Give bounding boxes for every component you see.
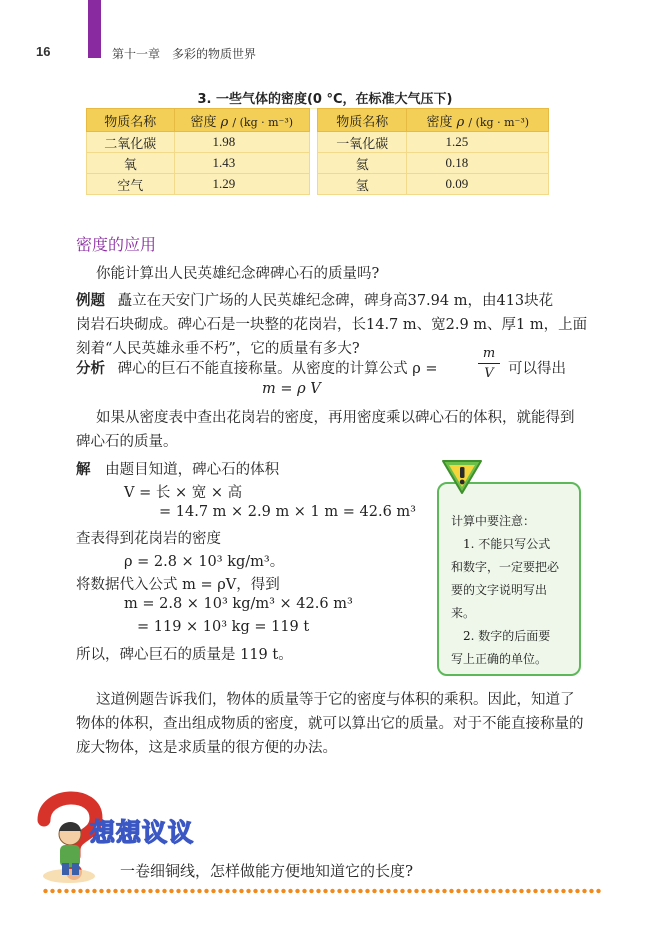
table-cell: 空气 [87,174,175,195]
note-line: 计算中要注意： [451,514,536,528]
table-header-row [87,109,549,132]
column-separator [310,153,318,174]
note-line: 2. 数字的后面要 [463,629,551,643]
table-cell: 氧 [87,153,175,174]
solution-line-6: 将数据代入公式 m = ρV，得到 [76,577,280,593]
paragraph-line-1: 如果从密度表中查出花岗岩的密度，再用密度乘以碑心石的体积，就能得到 [96,410,575,426]
table-title: 3. 一些气体的密度(0 °C，在标准大气压下) [197,92,453,107]
fraction-bar [478,363,500,364]
note-line: 和数字，一定要把必 [451,560,560,574]
header-color-bar [88,0,101,58]
density-fraction [478,346,500,381]
solution-line-4: 查表得到花岗岩的密度 [76,531,221,547]
think-question: 一卷细铜线，怎样做能方便地知道它的长度? [120,862,414,880]
solution-line-8: = 119 × 10³ kg = 119 t [137,619,310,635]
dotted-divider [42,888,602,894]
table-cell: 氦 [317,153,407,174]
note-line: 要的文字说明写出 [451,583,548,597]
density-label: 密度 [426,114,453,130]
header-name-left: 物质名称 [87,109,175,132]
table-cell: 1.25 [407,132,549,153]
conclusion-line-1: 这道例题告诉我们，物体的质量等于它的密度与体积的乘积。因此，知道了 [96,692,575,708]
rho-symbol: ρ [220,114,229,130]
section-title: 密度的应用 [76,235,157,254]
column-separator [310,132,318,153]
table-cell: 二氧化碳 [87,132,175,153]
table-cell: 0.09 [407,174,549,195]
density-label: 密度 [190,114,217,130]
table-cell: 1.98 [174,132,310,153]
note-line: 写上正确的单位。 [451,652,548,666]
analysis-suffix: 可以得出 [508,361,566,377]
solution-line-2: V = 长 × 宽 × 高 [124,485,243,501]
example-line-1 [76,289,553,310]
header-density-left [174,109,310,132]
table-row [87,153,549,174]
paragraph-line-2: 碑心石的质量。 [76,434,178,450]
example-text: 矗立在天安门广场的人民英雄纪念碑，碑身高37.94 m，由413块花 [117,293,554,309]
fraction-denominator: V [484,366,494,381]
table-row [87,132,549,153]
header-density-right [407,109,549,132]
fraction-numerator: m [482,346,496,361]
formula-m: m = ρ V [262,381,321,397]
analysis-label: 分析 [76,361,105,377]
column-separator [310,174,318,195]
example-label: 例题 [76,293,105,309]
note-line: 1. 不能只写公式 [463,537,551,551]
note-line: 来。 [451,606,476,620]
solution-line-1 [76,458,279,479]
table-row [87,174,549,195]
table-cell: 氢 [317,174,407,195]
conclusion-line-2: 物体的体积，查出组成物质的密度，就可以算出它的质量。对于不能直接称量的 [76,716,584,732]
table-cell: 0.18 [407,153,549,174]
density-unit: / (kg · m⁻³) [468,115,530,129]
density-unit: / (kg · m⁻³) [232,115,294,129]
chapter-title: 第十一章 多彩的物质世界 [112,47,257,61]
example-line-3: 刻着“人民英雄永垂不朽”，它的质量有多大? [76,341,360,357]
example-line-2: 岗岩石块砌成。碑心石是一块整的花岗岩，长14.7 m、宽2.9 m、厚1 m，上面 [76,317,588,333]
analysis-line [76,357,438,378]
column-separator [310,109,318,132]
think-discuss-title: 想想议议 [90,818,195,847]
rho-symbol: ρ [456,114,465,130]
solution-line-9: 所以，碑心巨石的质量是 119 t。 [76,647,293,663]
table-cell: 一氧化碳 [317,132,407,153]
header-name-right: 物质名称 [317,109,407,132]
solution-line-7: m = 2.8 × 10³ kg/m³ × 42.6 m³ [124,596,353,612]
section-question: 你能计算出人民英雄纪念碑碑心石的质量吗? [96,266,380,282]
gas-density-table [86,108,549,195]
table-cell: 1.29 [174,174,310,195]
conclusion-line-3: 庞大物体，这是求质量的很方便的办法。 [76,740,337,756]
table-cell: 1.43 [174,153,310,174]
solution-label: 解 [76,462,91,478]
analysis-text: 碑心的巨石不能直接称量。从密度的计算公式 ρ = [117,361,438,377]
exclamation-warning-icon [440,458,484,496]
solution-line-3: = 14.7 m × 2.9 m × 1 m = 42.6 m³ [159,504,416,520]
calculation-note-box [437,482,581,676]
solution-text: 由题目知道，碑心石的体积 [105,462,280,478]
solution-line-5: ρ = 2.8 × 10³ kg/m³。 [124,554,285,570]
page-number: 16 [36,44,51,59]
